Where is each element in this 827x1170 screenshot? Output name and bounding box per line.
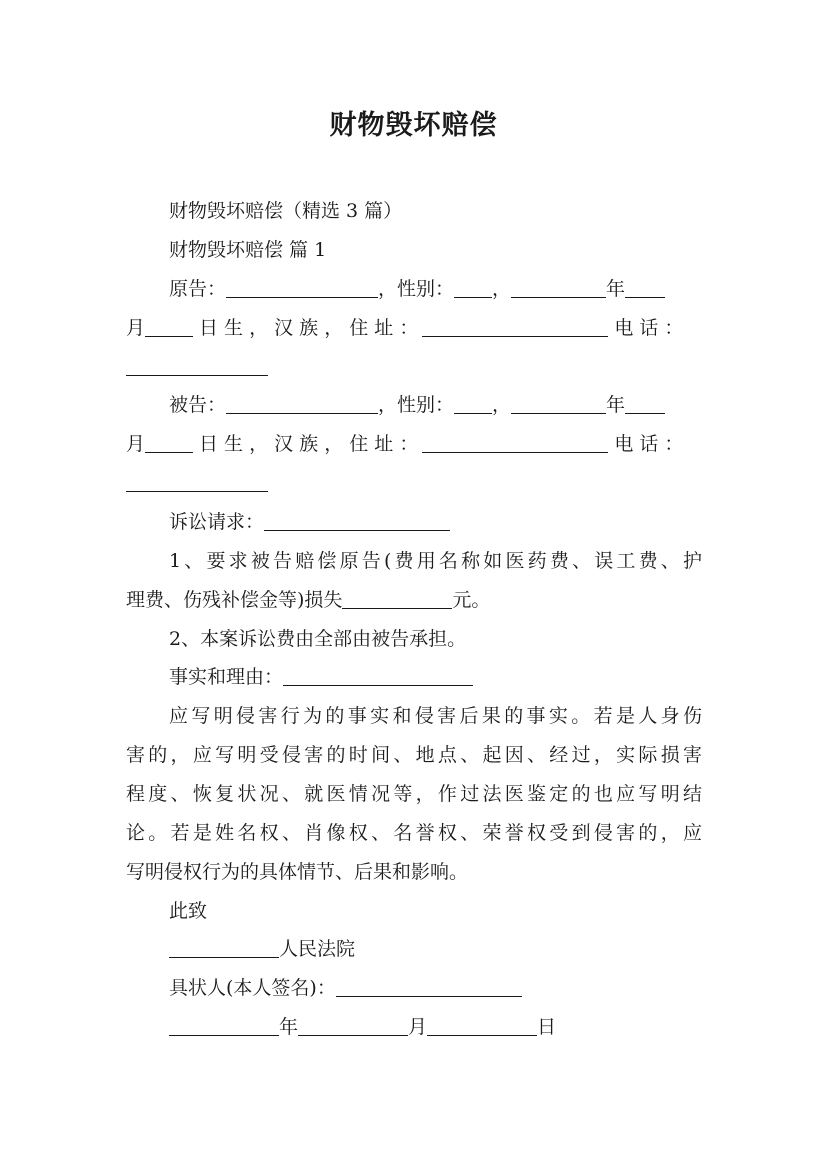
- defendant-born-label: 日 生 ， 汉 族 ， 住 址 ：: [199, 433, 419, 455]
- defendant-line-2: [126, 432, 702, 456]
- defendant-address-blank[interactable]: [422, 434, 608, 453]
- plaintiff-phone-blank[interactable]: [126, 357, 268, 376]
- plaintiff-born-label: 日 生 ， 汉 族 ， 住 址 ：: [199, 317, 419, 339]
- defendant-day-blank[interactable]: [145, 434, 193, 453]
- defendant-name-blank[interactable]: [226, 395, 378, 414]
- plaintiff-label: 原告：: [169, 278, 227, 300]
- date-year-blank[interactable]: [169, 1017, 279, 1036]
- defendant-phone-label: 电 话 ：: [614, 433, 684, 455]
- defendant-year-blank[interactable]: [511, 395, 606, 414]
- loss-amount-blank[interactable]: [342, 590, 452, 609]
- plaintiff-address-blank[interactable]: [422, 318, 608, 337]
- claims-blank[interactable]: [264, 512, 450, 531]
- court-name-blank[interactable]: [169, 939, 279, 958]
- date-day-label: 日: [537, 1016, 557, 1038]
- plaintiff-line-3: [126, 355, 702, 379]
- claim-1-text: 理费、伤残补偿金等)损失: [126, 589, 343, 611]
- subtitle: 财物毁坏赔偿（精选 3 篇）: [169, 200, 403, 222]
- signature-blank[interactable]: [336, 978, 522, 997]
- defendant-comma: ，: [492, 394, 512, 416]
- defendant-phone-blank[interactable]: [126, 473, 268, 492]
- claims-line: [169, 510, 702, 534]
- facts-line: [169, 665, 702, 689]
- facts-paragraph-line-2: 害的，应写明受侵害的时间、地点、起因、经过，实际损害: [126, 744, 702, 766]
- plaintiff-phone-label: 电 话 ：: [614, 317, 684, 339]
- facts-paragraph-line-1: 应写明侵害行为的事实和侵害后果的事实。若是人身伤: [169, 705, 702, 727]
- plaintiff-day-blank[interactable]: [145, 318, 193, 337]
- court-line: [169, 937, 702, 961]
- page-title: 财物毁坏赔偿: [329, 110, 498, 141]
- plaintiff-gender-blank[interactable]: [454, 279, 492, 298]
- claim-1-unit: 元。: [452, 589, 491, 611]
- plaintiff-month-blank[interactable]: [625, 279, 665, 298]
- facts-paragraph-line-3: 程度、恢复状况、就医情况等，作过法医鉴定的也应写明结: [126, 783, 702, 805]
- defendant-gender-label: ，性别：: [378, 394, 455, 416]
- plaintiff-name-blank[interactable]: [226, 279, 378, 298]
- plaintiff-year-blank[interactable]: [511, 279, 606, 298]
- plaintiff-comma: ，: [492, 278, 512, 300]
- defendant-month-label: 月: [126, 433, 146, 455]
- facts-blank[interactable]: [283, 667, 473, 686]
- date-day-blank[interactable]: [427, 1017, 537, 1036]
- date-month-label: 月: [408, 1016, 428, 1038]
- section-heading: 财物毁坏赔偿 篇 1: [169, 239, 327, 261]
- date-year-label: 年: [279, 1016, 299, 1038]
- claim-1-line-2: [126, 588, 702, 612]
- plaintiff-line-2: [126, 316, 702, 340]
- claim-2-line: 2、本案诉讼费由全部由被告承担。: [169, 628, 467, 650]
- plaintiff-line-1: [169, 277, 702, 301]
- facts-paragraph-line-4: 论。若是姓名权、肖像权、名誉权、荣誉权受到侵害的，应: [126, 822, 702, 844]
- facts-label: 事实和理由：: [169, 666, 284, 688]
- court-label: 人民法院: [279, 938, 356, 960]
- closing-text: 此致: [169, 900, 208, 922]
- signer-label: 具状人(本人签名)：: [169, 977, 336, 999]
- defendant-label: 被告：: [169, 394, 227, 416]
- date-month-blank[interactable]: [298, 1017, 408, 1036]
- facts-paragraph-line-5: 写明侵权行为的具体情节、后果和影响。: [126, 861, 469, 883]
- defendant-gender-blank[interactable]: [454, 395, 492, 414]
- plaintiff-month-label: 月: [126, 317, 146, 339]
- signer-line: [169, 976, 702, 1000]
- defendant-month-blank[interactable]: [625, 395, 665, 414]
- claims-label: 诉讼请求：: [169, 511, 265, 533]
- plaintiff-year-label: 年: [606, 278, 626, 300]
- defendant-line-1: [169, 393, 702, 417]
- plaintiff-gender-label: ，性别：: [378, 278, 455, 300]
- date-line: [169, 1015, 702, 1039]
- defendant-year-label: 年: [606, 394, 626, 416]
- defendant-line-3: [126, 471, 702, 495]
- claim-1-line-1: 1、要求被告赔偿原告(费用名称如医药费、误工费、护: [169, 550, 702, 572]
